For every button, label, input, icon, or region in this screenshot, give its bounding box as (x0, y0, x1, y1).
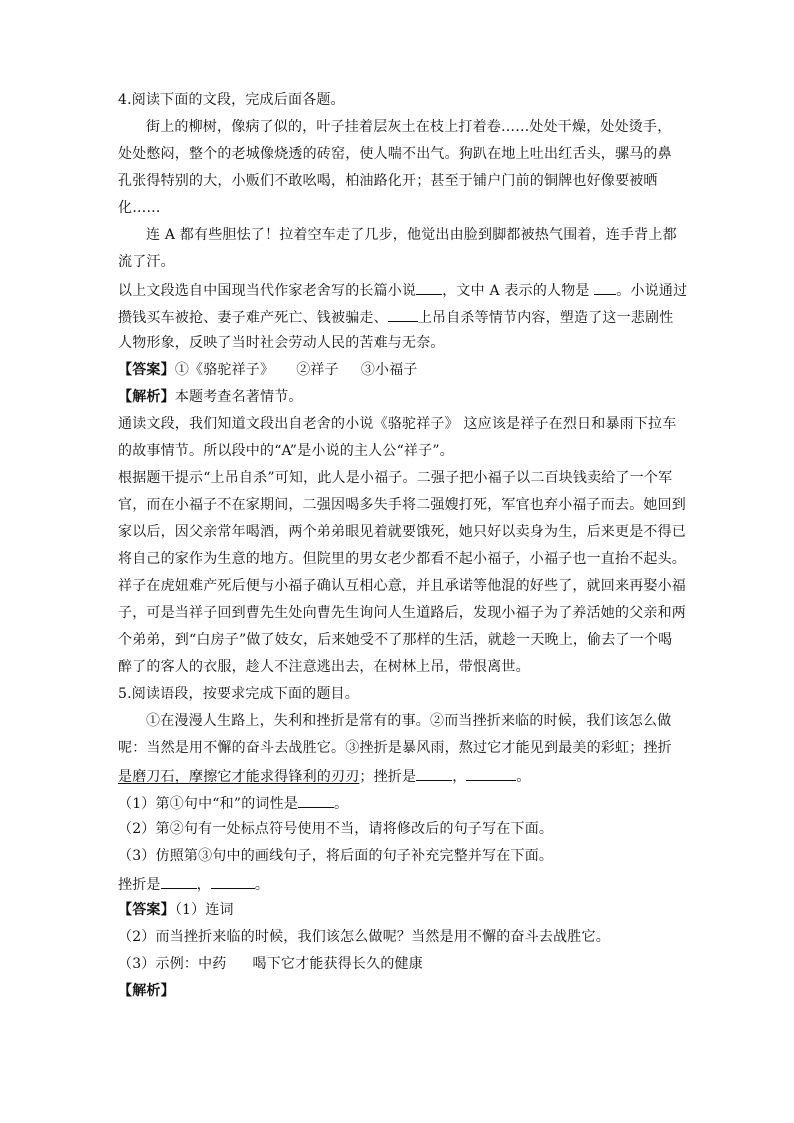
analysis-line: 官，而在小福子不在家期间，二强因喝多失手将二强嫂打死，军官也弃小福子而去。她回到 (118, 497, 686, 513)
answer-blank (161, 873, 197, 889)
passage-line: 处处憋闷，整个的老城像烧透的砖窑，使人喘不出气。狗趴在地上吐出红舌头，骡马的鼻 (118, 146, 672, 162)
answer-blank (211, 873, 255, 889)
analysis-line: 子，可是当祥子回到曹先生处向曹先生询问人生道路后，发现小福子为了养活她的父亲和两 (118, 605, 686, 621)
passage-line: 化…… (118, 200, 161, 216)
question-4-prompt: 攒钱买车被抢、妻子难产死亡、钱被骗走、 上吊自杀等情节内容，塑造了这一悲剧性 (118, 306, 688, 333)
passage-line: 孔张得特别的大，小贩们不敢吆喝，柏油路化开；甚至于铺户门前的铜牌也好像要被晒 (118, 173, 658, 189)
analysis-line: 根据题干提示“上吊自杀”可知，此人是小福子。二强子把小福子以二百块钱卖给了一个军 (118, 470, 673, 486)
passage-line: 流了汗。 (118, 254, 175, 270)
question-4-title: 4.阅读下面的文段，完成后面各题。 (118, 92, 345, 108)
answer-blank (594, 279, 616, 295)
fill-in-line: 挫折是 ， 。 (118, 873, 688, 900)
question-4-prompt: 人物形象，反映了当时社会劳动人民的苦难与无奈。 (118, 335, 445, 351)
analysis-line: 祥子在虎妞难产死后便与小福子确认互相心意，并且承诺等他混的好些了，就回来再娶小福 (118, 578, 686, 594)
analysis-line: 将自己的家作为生意的地方。但院里的男女老少都看不起小福子，小福子也一直抬不起头。 (118, 551, 686, 567)
passage-line: 是磨刀石，摩擦它才能求得锋利的刃刃；挫折是 ， 。 (118, 765, 688, 792)
question-4-answer: 【答案】①《骆驼祥子》 ②祥子 ③小福子 (118, 362, 418, 378)
sub-question-1: （1）第①句中“和”的词性是 。 (118, 792, 688, 819)
question-4-prompt: 以上文段选自中国现当代作家老舍写的长篇小说 ，文中 A 表示的人物是 。小说通过 (118, 279, 688, 306)
analysis-line: 醉了的客人的衣服，趁人不注意逃出去，在树林上吊，带恨离世。 (118, 659, 530, 675)
analysis-line: 个弟弟，到“白房子”做了妓女，后来她受不了那样的生活，就趁一天晚上，偷去了一个喝 (118, 632, 673, 648)
answer-blank (416, 279, 442, 295)
analysis-line: 的故事情节。所以段中的“A”是小说的主人公“祥子”。 (118, 443, 454, 459)
passage-line: 街上的柳树，像病了似的，叶子挂着层灰土在枝上打着卷……处处干燥，处处烫手， (146, 119, 672, 135)
passage-line: ①在漫漫人生路上，失利和挫折是常有的事。②而当挫折来临的时候，我们该怎么做 (146, 713, 672, 729)
answer-line: （3）示例：中药 喝下它才能获得长久的健康 (118, 956, 423, 972)
answer-line: （2）而当挫折来临的时候，我们该怎么做呢？当然是用不懈的奋斗去战胜它。 (118, 929, 610, 945)
document-content (118, 90, 688, 1008)
sub-question-2: （2）第②句有一处标点符号使用不当，请将修改后的句子写在下面。 (118, 821, 554, 837)
analysis-line: 家以后，因父亲常年喝酒，两个弟弟眼见着就要饿死，她只好以卖身为生，后来更是不得已 (118, 524, 686, 540)
passage-line: 呢：当然是用不懈的奋斗去战胜它。③挫折是暴风雨，熬过它才能见到最美的彩虹；挫折 (118, 740, 672, 756)
answer-blank (416, 765, 452, 781)
answer-blank (466, 765, 516, 781)
analysis-line: 通读文段，我们知道文段出自老舍的小说《骆驼祥子》 这应该是祥子在烈日和暴雨下拉车 (118, 416, 677, 432)
question-5-answer: 【答案】（1）连词 (118, 902, 234, 918)
answer-blank (388, 306, 418, 322)
question-5-analysis-heading: 【解析】 (118, 983, 175, 999)
question-4-analysis-heading: 【解析】本题考查名著情节。 (118, 389, 303, 405)
sub-question-3: （3）仿照第③句中的画线句子，将后面的句子补充完整并写在下面。 (118, 848, 554, 864)
passage-line: 连 A 都有些胆怯了！拉着空车走了几步，他觉出由脸到脚都被热气围着，连手背上都 (146, 227, 677, 243)
underlined-sentence: 是磨刀石，摩擦它才能求得锋利的刃刃 (118, 769, 360, 785)
question-5-title: 5.阅读语段，按要求完成下面的题目。 (118, 686, 359, 702)
answer-blank (298, 792, 334, 808)
